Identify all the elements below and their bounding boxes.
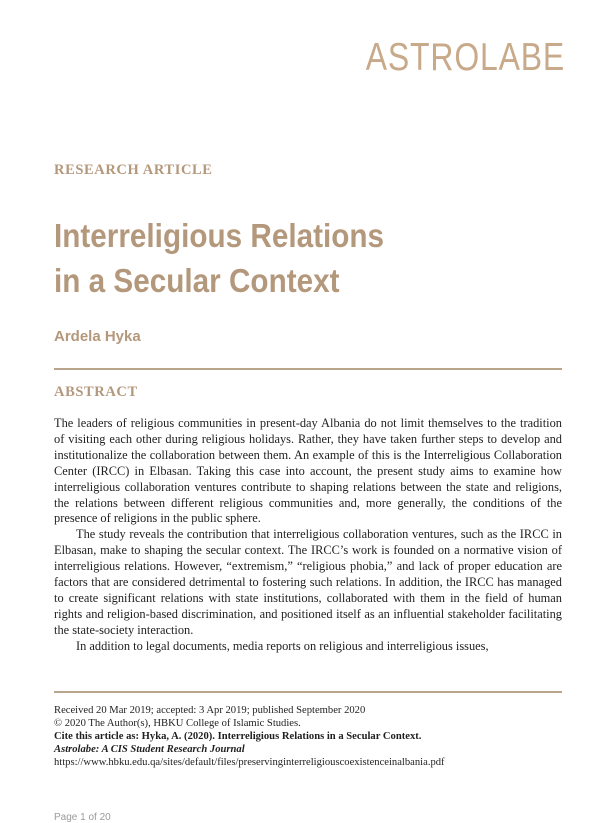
section-label: RESEARCH ARTICLE	[54, 162, 213, 178]
abstract-paragraph-2: The study reveals the contribution that interreligious collaboration ventures, such as the IRCC in Elbasan, make to shaping the secular context. The IRCC’s work is founded on a normative vision of interreligious relations. However, “extremism,” “religious phobia,” and lack of proper education are factors that are considered detrimental to fostering such relations. In addition, the IRCC has managed to create significant relations with state institutions, collaborated with them in the field of human rights and religion-based discrimination, and positioned itself as an influential stakeholder facilitating the state-society interaction.	[54, 527, 562, 637]
page-number: Page 1 of 20	[54, 812, 111, 823]
citation: Cite this article as: Hyka, A. (2020). Interreligious Relations in a Secular Context.	[54, 731, 422, 742]
abstract-paragraph-1: The leaders of religious communities in present-day Albania do not limit themselves to the tradition of visiting each other during religious holidays. Rather, they have taken further steps to develop and institutionalize the collaboration between them. An example of this is the Interreligious Collaboration Center (IRCC) in Elbasan. Taking this case into account, the present study aims to examine how interreligious collaboration ventures contribute to shaping relations between the state and religions, the relations between different religious communities and, more generally, the conditions of the presence of religions in the public sphere.	[54, 416, 562, 526]
author-name: Ardela Hyka	[54, 328, 141, 345]
journal-logo: ASTROLABE	[365, 36, 565, 79]
divider-top	[54, 368, 562, 370]
abstract-paragraph-3: In addition to legal documents, media reports on religious and interreligious issues,	[76, 638, 489, 653]
journal-name: Astrolabe: A CIS Student Research Journal	[54, 744, 245, 755]
title-line-1: Interreligious Relations	[54, 217, 385, 254]
abstract-heading: ABSTRACT	[54, 384, 138, 400]
article-footer	[54, 704, 562, 769]
abstract-body	[54, 416, 562, 655]
article-title	[54, 213, 504, 303]
divider-bottom	[54, 691, 562, 693]
copyright: © 2020 The Author(s), HBKU College of Islamic Studies.	[54, 718, 301, 729]
article-url[interactable]: https://www.hbku.edu.qa/sites/default/files/preservinginterreligiouscoexistenceinalbania.pdf	[54, 757, 445, 768]
received-dates: Received 20 Mar 2019; accepted: 3 Apr 2019; published September 2020	[54, 705, 366, 716]
title-line-2: in a Secular Context	[54, 262, 340, 299]
